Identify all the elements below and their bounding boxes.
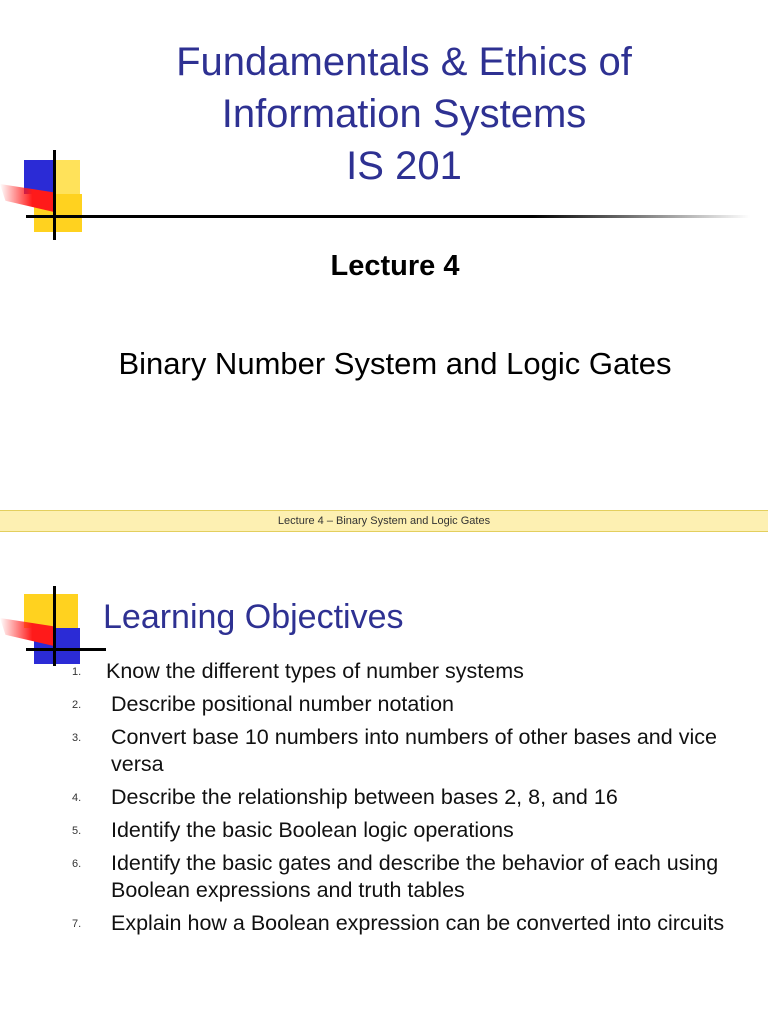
objective-number: 7. — [72, 918, 82, 930]
objective-item — [0, 850, 768, 904]
title-underline — [26, 648, 106, 651]
slide-logo-decoration — [0, 586, 100, 666]
objective-number: 5. — [72, 825, 82, 837]
objective-text: Describe the relationship between bases 2, 8, and 16 — [111, 785, 618, 809]
objectives-title: Learning Objectives — [103, 598, 404, 636]
objectives-list — [0, 658, 768, 943]
objective-number: 2. — [72, 699, 82, 711]
course-title-line-1: Fundamentals & Ethics of — [176, 40, 632, 84]
course-title-line-2: Information Systems — [221, 92, 587, 136]
objective-item — [0, 784, 768, 811]
logo-yellow-square — [24, 594, 78, 628]
objective-item — [0, 691, 768, 718]
objective-number: 6. — [72, 858, 82, 870]
objective-number: 3. — [72, 732, 82, 744]
objective-text: Convert base 10 numbers into numbers of other bases and vice versa — [111, 725, 717, 776]
title-slide — [0, 0, 768, 510]
slide-footer — [0, 510, 768, 532]
logo-yellow-square-top — [54, 160, 80, 194]
objectives-slide — [0, 532, 768, 1024]
course-title — [80, 36, 728, 192]
objective-item — [0, 724, 768, 778]
objective-text: Know the different types of number systems — [106, 659, 524, 683]
objective-item — [0, 817, 768, 844]
lecture-number: Lecture 4 — [330, 250, 460, 282]
objective-text: Identify the basic Boolean logic operations — [111, 818, 514, 842]
logo-vertical-line — [53, 150, 56, 240]
objective-item — [0, 910, 768, 937]
objective-text: Describe positional number notation — [111, 692, 455, 716]
objective-number: 1. — [72, 666, 82, 678]
objective-number: 4. — [72, 792, 82, 804]
objective-text: Explain how a Boolean expression can be converted into circuits — [111, 911, 725, 935]
title-underline — [26, 215, 750, 218]
objective-text: Identify the basic gates and describe the behavior of each using Boolean expressions and truth tables — [111, 851, 719, 902]
logo-vertical-line — [53, 586, 56, 666]
objective-item — [0, 658, 768, 685]
footer-text: Lecture 4 – Binary System and Logic Gates — [277, 515, 491, 527]
lecture-topic: Binary Number System and Logic Gates — [118, 346, 672, 381]
course-title-line-3: IS 201 — [346, 144, 462, 188]
